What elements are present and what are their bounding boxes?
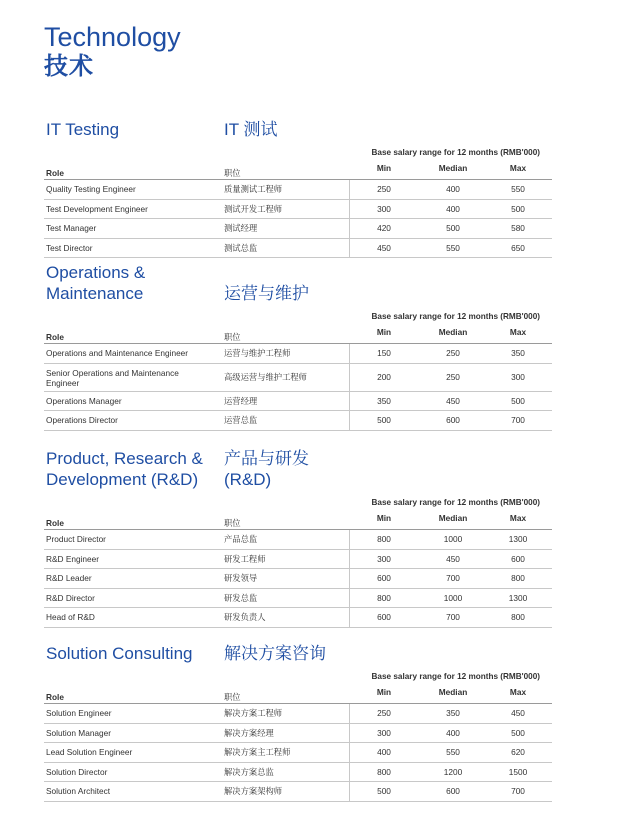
role-cell-line-2: Engineer	[46, 377, 80, 388]
role-cell: Product Director	[46, 534, 106, 544]
role-cell: Solution Architect	[46, 786, 111, 796]
header-role-chinese: 职位	[224, 168, 241, 178]
role-cell: Test Director	[46, 242, 93, 253]
page-title	[44, 22, 181, 81]
median-cell: 500	[446, 223, 460, 233]
table-row	[44, 550, 552, 570]
median-cell: 1000	[443, 592, 463, 603]
role-cell: Lead Solution Engineer	[46, 747, 133, 757]
section-solution-consulting	[44, 624, 552, 802]
median-cell: 400	[446, 184, 460, 194]
table-row	[44, 344, 552, 364]
header-min: Min	[376, 327, 392, 337]
max-cell: 500	[511, 203, 525, 214]
header-median: Median	[438, 327, 468, 337]
role-cell: R&D Director	[46, 592, 95, 603]
table-row	[44, 219, 552, 239]
table-row	[44, 704, 552, 724]
min-cell: 200	[377, 371, 391, 382]
min-cell: 800	[377, 766, 391, 777]
role-chinese-cell: 研发负责人	[224, 612, 266, 622]
section-title-chinese: 解决方案咨询	[224, 644, 326, 663]
max-cell: 450	[511, 708, 525, 718]
salary-range-caption: Base salary range for 12 months (RMB'000)	[371, 312, 540, 321]
role-chinese-cell: 运营总监	[224, 415, 258, 425]
role-chinese-cell: 解决方案总监	[224, 766, 274, 777]
table-row	[44, 530, 552, 550]
section-title-chinese: 运营与维护	[224, 284, 309, 303]
role-cell: R&D Engineer	[46, 553, 100, 564]
section-title-english	[46, 448, 203, 490]
header-min: Min	[376, 513, 392, 523]
median-cell: 1200	[443, 766, 463, 777]
header-median: Median	[438, 513, 468, 523]
role-cell: Operations Manager	[46, 395, 122, 406]
salary-range-caption: Base salary range for 12 months (RMB'000)	[371, 498, 540, 507]
median-cell: 400	[446, 727, 460, 738]
section-heading	[44, 449, 552, 496]
min-cell: 150	[377, 348, 391, 358]
role-cell-line-1: Senior Operations and Maintenance	[46, 367, 179, 378]
header-role-chinese: 职位	[224, 518, 241, 528]
table-row	[44, 364, 552, 392]
role-cell: R&D Leader	[46, 573, 92, 583]
role-chinese-cell: 研发工程师	[224, 553, 266, 564]
header-role-chinese: 职位	[224, 332, 241, 342]
section-title-english: IT Testing	[46, 120, 120, 139]
max-cell: 800	[511, 612, 525, 622]
role-cell: Operations and Maintenance Engineer	[46, 348, 189, 358]
min-cell: 420	[377, 223, 391, 233]
median-cell: 400	[446, 203, 460, 214]
section-title-chinese	[224, 448, 309, 490]
max-cell: 350	[511, 348, 525, 358]
min-cell: 600	[377, 612, 391, 622]
table-row	[44, 392, 552, 412]
role-chinese-cell: 高级运营与维护工程师	[224, 371, 307, 382]
max-cell: 500	[511, 395, 525, 406]
min-cell: 800	[377, 592, 391, 603]
min-cell: 250	[377, 184, 391, 194]
max-cell: 620	[511, 747, 525, 757]
max-cell: 600	[511, 553, 525, 564]
max-cell: 580	[511, 223, 525, 233]
max-cell: 800	[511, 573, 525, 583]
table-header	[44, 324, 552, 344]
role-chinese-cell: 解决方案架构师	[224, 786, 283, 796]
role-cell: Test Manager	[46, 223, 97, 233]
header-min: Min	[376, 687, 392, 697]
min-cell: 250	[377, 708, 391, 718]
role-chinese-cell: 研发总监	[224, 592, 258, 603]
role-chinese-cell: 产品总监	[224, 534, 258, 544]
min-cell: 500	[377, 415, 391, 425]
header-role: Role	[46, 168, 64, 178]
median-cell: 600	[446, 415, 460, 425]
section-title-english	[46, 262, 145, 304]
table-header	[44, 684, 552, 704]
role-chinese-cell: 解决方案工程师	[224, 708, 283, 718]
min-cell: 300	[377, 203, 391, 214]
salary-table	[44, 510, 552, 628]
header-role: Role	[46, 518, 64, 528]
table-header	[44, 510, 552, 530]
section-title-line-1: Operations &	[46, 263, 146, 282]
table-row	[44, 763, 552, 783]
section-heading	[44, 263, 552, 310]
page-title-chinese: 技术	[44, 53, 94, 80]
median-cell: 1000	[443, 534, 463, 544]
salary-range-caption: Base salary range for 12 months (RMB'000)	[371, 148, 540, 157]
role-chinese-cell: 质量测试工程师	[224, 184, 283, 194]
section-heading	[44, 100, 552, 146]
role-cell: Operations Director	[46, 415, 118, 425]
max-cell: 700	[511, 786, 525, 796]
role-chinese-cell: 测试经理	[224, 223, 258, 233]
section-title-line-2: Maintenance	[46, 284, 144, 303]
role-chinese-cell: 研发领导	[224, 573, 258, 583]
min-cell: 450	[377, 242, 391, 253]
median-cell: 550	[446, 242, 460, 253]
median-cell: 550	[446, 747, 460, 757]
header-role: Role	[46, 692, 64, 702]
role-cell: Head of R&D	[46, 612, 95, 622]
median-cell: 700	[446, 573, 460, 583]
table-row	[44, 724, 552, 744]
section-operations-maintenance	[44, 263, 552, 431]
role-chinese-cell: 运营经理	[224, 395, 258, 406]
section-title-chinese: IT 测试	[224, 120, 278, 139]
section-title-english: Solution Consulting	[46, 644, 193, 663]
median-cell: 250	[446, 371, 460, 382]
max-cell: 650	[511, 242, 525, 253]
min-cell: 400	[377, 747, 391, 757]
max-cell: 1300	[508, 592, 528, 603]
table-row	[44, 239, 552, 259]
min-cell: 800	[377, 534, 391, 544]
header-max: Max	[509, 687, 527, 697]
role-cell	[46, 368, 216, 388]
min-cell: 350	[377, 395, 391, 406]
table-row	[44, 782, 552, 802]
max-cell: 700	[511, 415, 525, 425]
section-title-line-2: (R&D)	[224, 470, 272, 489]
median-cell: 250	[446, 348, 460, 358]
role-cell: Solution Manager	[46, 727, 112, 738]
salary-range-caption: Base salary range for 12 months (RMB'000)	[371, 672, 540, 681]
max-cell: 550	[511, 184, 525, 194]
table-row	[44, 569, 552, 589]
table-row	[44, 743, 552, 763]
role-chinese-cell: 测试开发工程师	[224, 203, 283, 214]
salary-table	[44, 324, 552, 431]
salary-table	[44, 160, 552, 258]
role-cell: Solution Director	[46, 766, 108, 777]
median-cell: 450	[446, 395, 460, 406]
table-row	[44, 200, 552, 220]
section-title-line-1: Product, Research &	[46, 449, 203, 468]
header-min: Min	[376, 163, 392, 173]
role-cell: Quality Testing Engineer	[46, 184, 136, 194]
role-chinese-cell: 测试总监	[224, 242, 258, 253]
min-cell: 300	[377, 553, 391, 564]
section-title-line-2: Development (R&D)	[46, 470, 199, 489]
header-median: Median	[438, 687, 468, 697]
role-chinese-cell: 解决方案经理	[224, 727, 274, 738]
role-cell: Test Development Engineer	[46, 203, 148, 214]
min-cell: 600	[377, 573, 391, 583]
median-cell: 450	[446, 553, 460, 564]
header-max: Max	[509, 513, 527, 523]
page-title-english: Technology	[44, 22, 181, 52]
section-title-line-1: 产品与研发	[224, 449, 309, 468]
median-cell: 350	[446, 708, 460, 718]
max-cell: 1300	[508, 534, 528, 544]
section-product-rnd	[44, 449, 552, 628]
role-chinese-cell: 解决方案主工程师	[224, 747, 291, 757]
section-it-testing	[44, 100, 552, 258]
median-cell: 700	[446, 612, 460, 622]
role-cell: Solution Engineer	[46, 708, 112, 718]
table-row	[44, 411, 552, 431]
min-cell: 300	[377, 727, 391, 738]
header-role-chinese: 职位	[224, 692, 241, 702]
table-row	[44, 589, 552, 609]
salary-table	[44, 684, 552, 802]
header-median: Median	[438, 163, 468, 173]
median-cell: 600	[446, 786, 460, 796]
section-heading	[44, 624, 552, 670]
max-cell: 300	[511, 371, 525, 382]
min-cell: 500	[377, 786, 391, 796]
max-cell: 500	[511, 727, 525, 738]
max-cell: 1500	[508, 766, 528, 777]
table-header	[44, 160, 552, 180]
header-max: Max	[509, 327, 527, 337]
header-max: Max	[509, 163, 527, 173]
table-row	[44, 180, 552, 200]
header-role: Role	[46, 332, 64, 342]
role-chinese-cell: 运营与维护工程师	[224, 348, 291, 358]
